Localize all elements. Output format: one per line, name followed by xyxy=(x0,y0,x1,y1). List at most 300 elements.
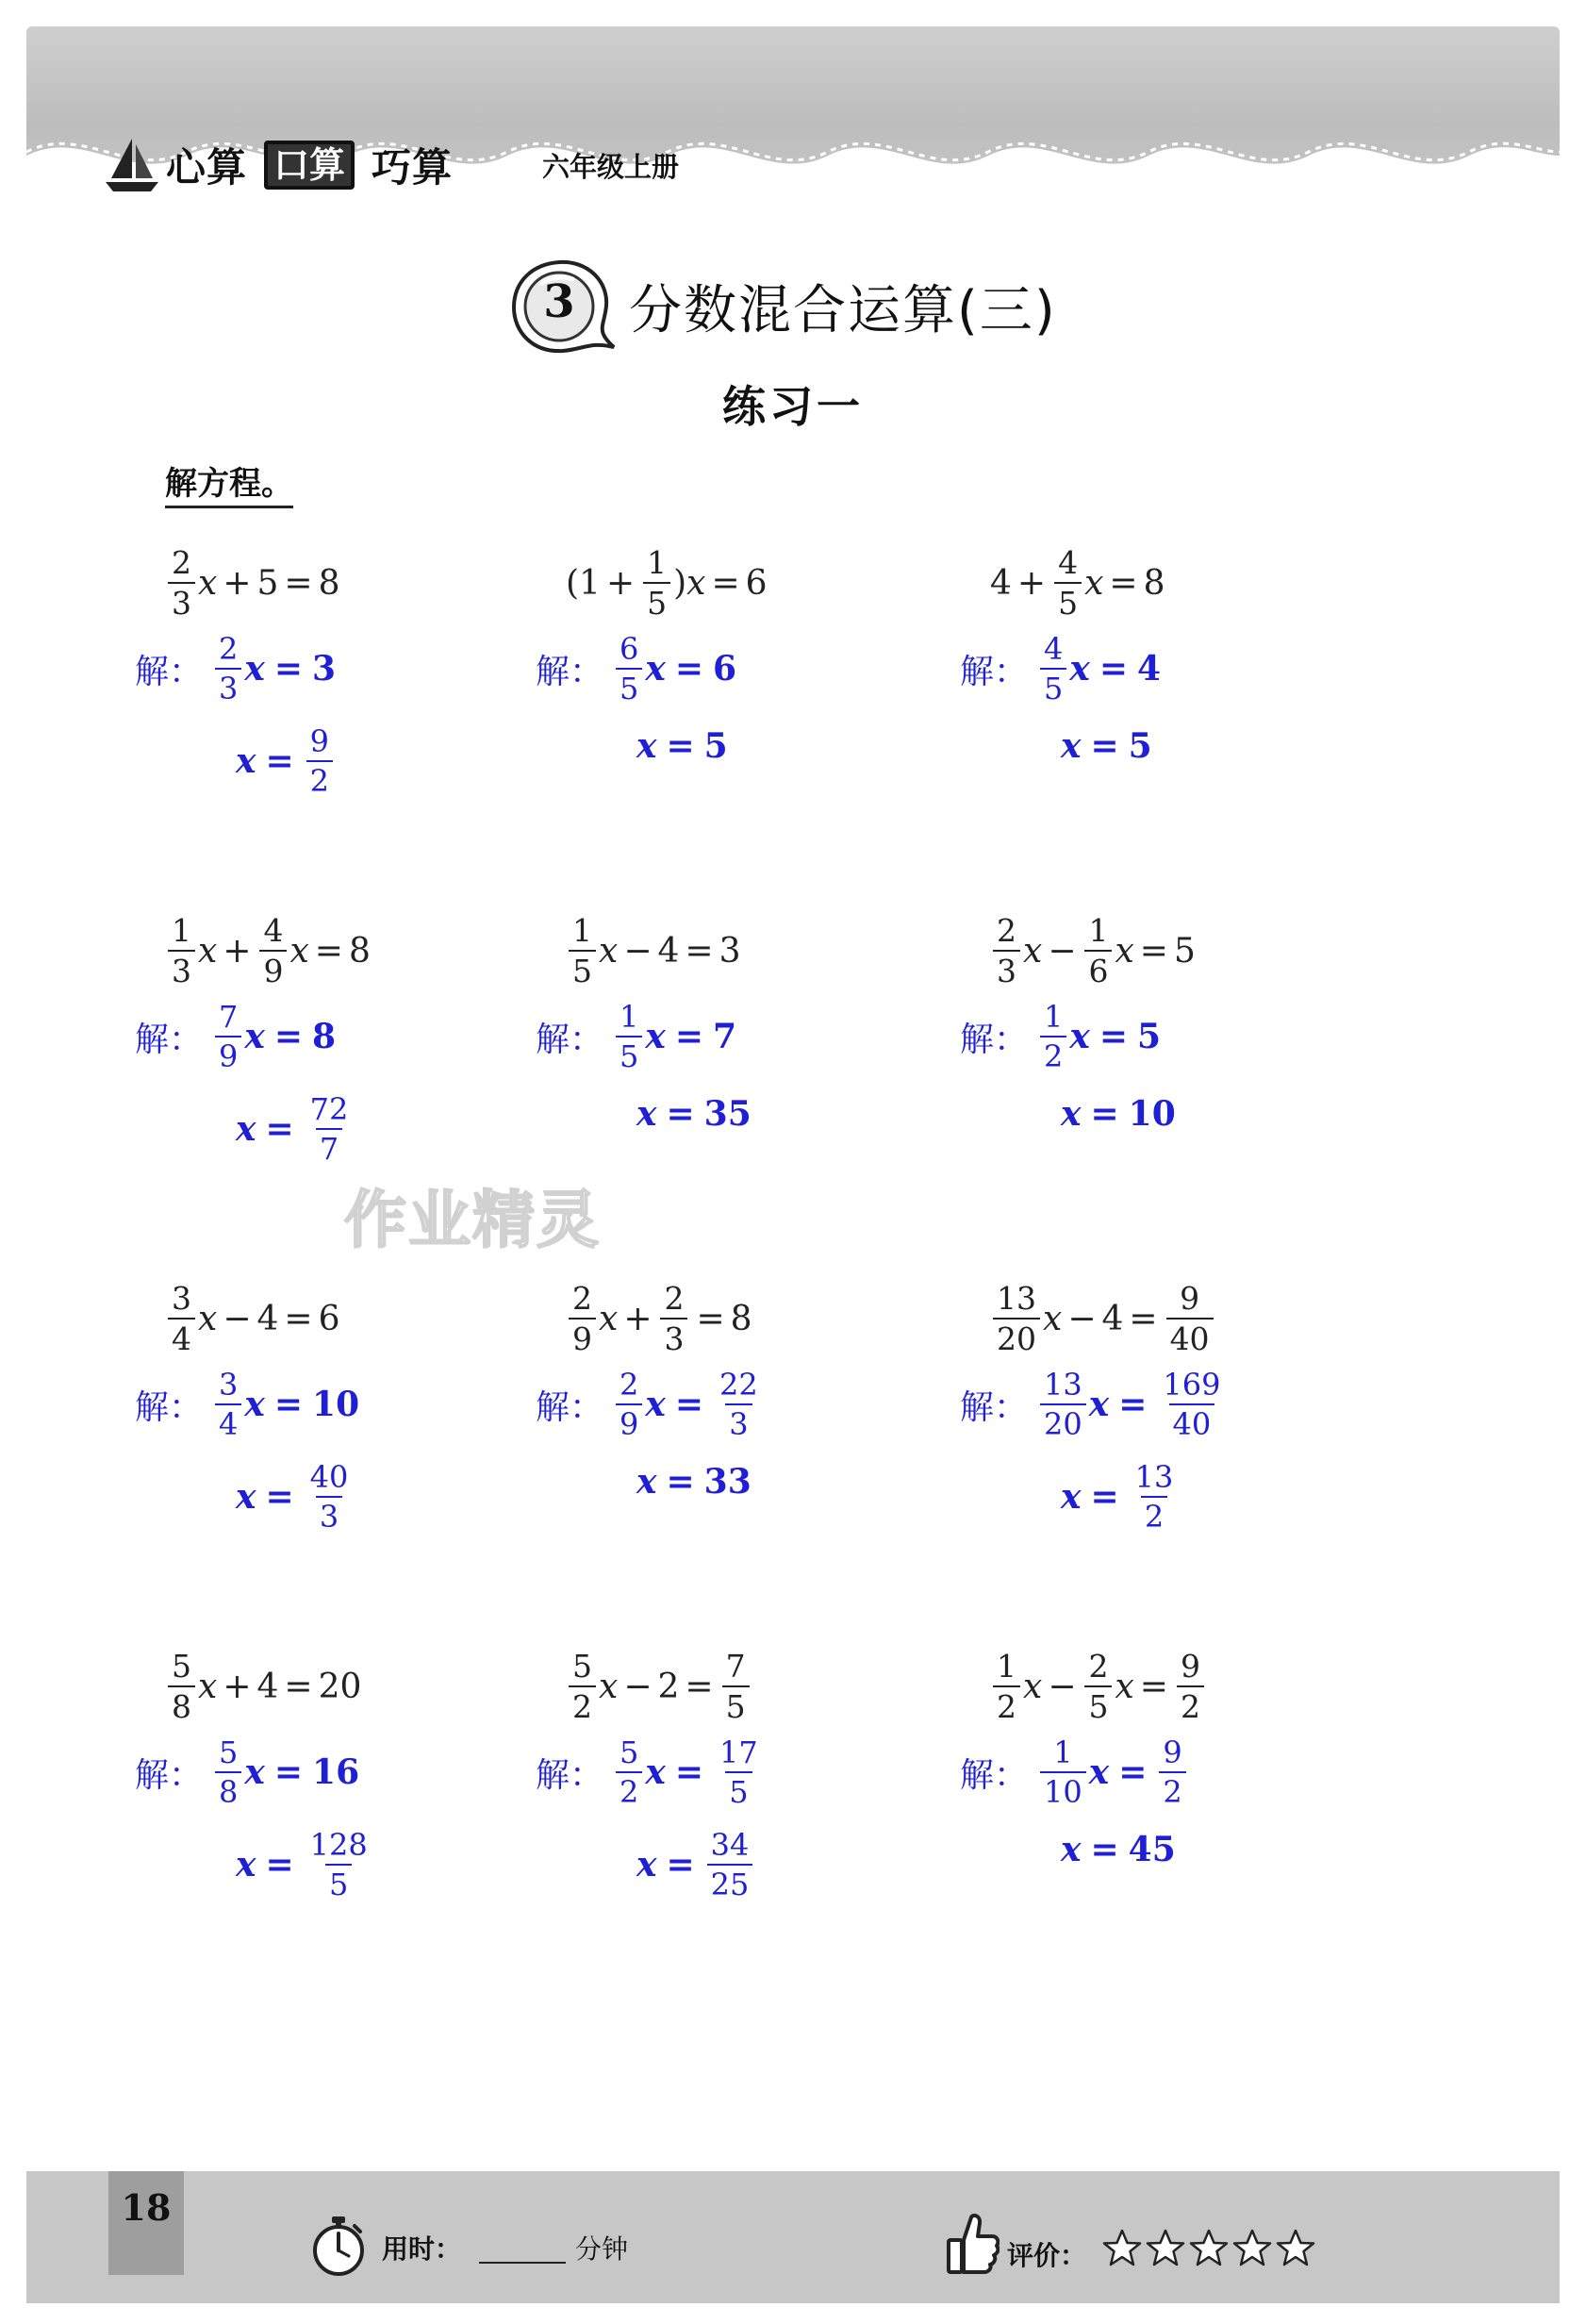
operator: = xyxy=(284,1299,313,1338)
denominator: 8 xyxy=(215,1771,241,1807)
number: 4 xyxy=(256,1667,279,1706)
denominator: 8 xyxy=(168,1685,195,1722)
variable: x xyxy=(1069,649,1090,689)
numerator: 7 xyxy=(725,1648,746,1685)
equation xyxy=(165,544,340,622)
variable: x xyxy=(198,931,218,971)
variable: x xyxy=(236,1109,256,1149)
solution-step-1 xyxy=(135,1367,360,1442)
solution-step-2 xyxy=(236,1091,355,1167)
operator: = xyxy=(1090,726,1119,766)
operator: = xyxy=(1129,1299,1158,1338)
denominator: 40 xyxy=(1166,1318,1214,1354)
fraction xyxy=(569,1648,596,1725)
number: 5 xyxy=(703,726,728,766)
operator: − xyxy=(223,1299,252,1338)
numerator: 9 xyxy=(309,723,329,759)
operator: = xyxy=(1090,1830,1119,1869)
solution-step-1 xyxy=(135,1735,360,1810)
fraction xyxy=(993,912,1020,989)
solution-step-1 xyxy=(135,999,337,1074)
fraction xyxy=(215,631,241,706)
fraction xyxy=(1159,1735,1185,1810)
variable: x xyxy=(198,563,218,603)
number: 5 xyxy=(1173,931,1196,971)
numerator: 1 xyxy=(1088,912,1109,949)
number: 6 xyxy=(713,649,737,689)
numerator: 5 xyxy=(620,1735,639,1770)
solution-prefix: 解： xyxy=(135,1755,204,1795)
operator: + xyxy=(623,1299,653,1338)
operator: = xyxy=(314,931,343,971)
number: 4 xyxy=(990,563,1012,603)
variable: x xyxy=(1043,1299,1063,1338)
number: 8 xyxy=(318,563,340,603)
solution-step-2 xyxy=(636,1827,755,1902)
fraction xyxy=(306,1459,353,1535)
fraction xyxy=(1159,1367,1224,1442)
numerator: 72 xyxy=(309,1091,349,1127)
operator: = xyxy=(696,1299,725,1338)
numerator: 2 xyxy=(219,631,239,667)
variable: x xyxy=(636,1094,657,1134)
operator: + xyxy=(223,931,252,971)
denominator: 25 xyxy=(707,1864,753,1900)
numerator: 13 xyxy=(997,1280,1036,1317)
numerator: 40 xyxy=(309,1459,349,1495)
solution-step-1 xyxy=(960,1735,1189,1810)
number: ) xyxy=(673,563,687,603)
variable: x xyxy=(599,1299,619,1338)
denominator: 3 xyxy=(215,668,241,704)
fraction xyxy=(722,1648,750,1725)
denominator: 2 xyxy=(1159,1771,1185,1807)
denominator: 20 xyxy=(1040,1403,1086,1439)
variable: x xyxy=(645,1017,666,1056)
solution-prefix: 解： xyxy=(960,1755,1029,1795)
equation xyxy=(990,544,1165,622)
fraction xyxy=(569,1280,596,1357)
number: 5 xyxy=(256,563,279,603)
solution-prefix: 解： xyxy=(135,1387,204,1427)
fraction xyxy=(660,1280,687,1357)
number: 4 xyxy=(1101,1299,1124,1338)
equation xyxy=(566,912,741,989)
problem-1 xyxy=(135,544,552,887)
variable: x xyxy=(198,1667,218,1706)
variable: x xyxy=(1023,931,1043,971)
denominator: 5 xyxy=(643,582,670,619)
fraction xyxy=(1040,631,1066,706)
solution-step-1 xyxy=(135,631,337,706)
problem-3 xyxy=(960,544,1377,887)
fraction xyxy=(215,999,241,1074)
problem-2 xyxy=(536,544,952,887)
lesson-number: 3 xyxy=(543,275,575,328)
denominator: 5 xyxy=(1084,1685,1112,1722)
fraction xyxy=(1040,999,1066,1074)
star-icon[interactable] xyxy=(1188,2228,1230,2269)
solution-prefix: 解： xyxy=(135,1020,204,1059)
equation xyxy=(990,912,1196,989)
equation xyxy=(566,544,768,622)
problem-5 xyxy=(536,912,952,1254)
number: 10 xyxy=(1128,1094,1176,1134)
solution-step-2 xyxy=(236,723,336,799)
variable: x xyxy=(636,1462,657,1502)
brand-text-2: 口算 xyxy=(264,141,355,190)
time-unit: 分钟 xyxy=(575,2233,629,2265)
denominator: 2 xyxy=(616,1771,642,1807)
operator: − xyxy=(623,1667,653,1706)
numerator: 5 xyxy=(172,1648,191,1685)
problem-6 xyxy=(960,912,1377,1254)
denominator: 3 xyxy=(725,1403,752,1439)
operator: = xyxy=(1118,1752,1148,1792)
lesson-number-badge xyxy=(504,255,618,358)
denominator: 2 xyxy=(1141,1496,1167,1532)
solution-step-2 xyxy=(1061,1094,1176,1134)
problem-9 xyxy=(960,1280,1377,1622)
operator: = xyxy=(666,726,695,766)
thumbs-up-icon xyxy=(945,2212,1000,2278)
variable: x xyxy=(599,931,619,971)
operator: = xyxy=(1090,1477,1119,1517)
equation xyxy=(990,1280,1216,1357)
denominator: 9 xyxy=(616,1403,642,1439)
rating-stars[interactable] xyxy=(1101,2228,1318,2269)
number: 5 xyxy=(1137,1017,1162,1056)
operator: = xyxy=(273,1752,304,1792)
numerator: 2 xyxy=(172,544,191,581)
fraction xyxy=(306,1091,353,1167)
solution-prefix: 解： xyxy=(135,652,204,691)
number: 8 xyxy=(312,1017,337,1056)
number: 4 xyxy=(1137,649,1162,689)
fraction xyxy=(569,912,596,989)
numerator: 9 xyxy=(1163,1735,1182,1770)
variable: x xyxy=(645,1752,666,1792)
operator: = xyxy=(666,1845,695,1884)
solution-step-2 xyxy=(236,1459,355,1535)
operator: + xyxy=(605,563,636,603)
brand-logo xyxy=(104,132,453,198)
numerator: 4 xyxy=(1058,544,1079,581)
solution-prefix: 解： xyxy=(960,652,1029,691)
operator: − xyxy=(1067,1299,1097,1338)
fraction xyxy=(215,1367,241,1442)
footer-band xyxy=(26,2171,1560,2303)
problem-8 xyxy=(536,1280,952,1622)
fraction xyxy=(643,544,670,622)
variable: x xyxy=(686,563,706,603)
equation xyxy=(165,1280,340,1357)
equation xyxy=(566,1280,752,1357)
operator: − xyxy=(623,931,653,971)
denominator: 4 xyxy=(215,1403,241,1439)
denominator: 3 xyxy=(168,950,195,987)
equation xyxy=(165,912,371,989)
operator: = xyxy=(273,649,304,689)
denominator: 5 xyxy=(569,950,596,987)
numerator: 5 xyxy=(219,1735,239,1770)
denominator: 2 xyxy=(569,1685,596,1722)
fraction xyxy=(1166,1280,1214,1357)
numerator: 17 xyxy=(719,1735,758,1770)
denominator: 3 xyxy=(168,582,195,619)
variable: x xyxy=(1088,1385,1110,1424)
operator: = xyxy=(273,1017,304,1056)
fraction xyxy=(716,1367,762,1442)
operator: = xyxy=(1118,1385,1148,1424)
numerator: 1 xyxy=(620,999,639,1035)
fraction xyxy=(993,1280,1040,1357)
solution-step-1 xyxy=(960,999,1162,1074)
denominator: 2 xyxy=(1040,1036,1066,1071)
denominator: 9 xyxy=(569,1318,596,1354)
number: 20 xyxy=(318,1667,362,1706)
solution-step-1 xyxy=(536,631,737,706)
solution-prefix: 解： xyxy=(536,1387,604,1427)
variable: x xyxy=(236,741,256,781)
variable: x xyxy=(1061,726,1082,766)
operator: = xyxy=(1109,563,1138,603)
operator: = xyxy=(674,649,704,689)
numerator: 2 xyxy=(664,1280,685,1317)
variable: x xyxy=(244,649,265,689)
operator: = xyxy=(265,1477,294,1517)
numerator: 6 xyxy=(620,631,639,667)
variable: x xyxy=(1061,1477,1082,1517)
solution-step-1 xyxy=(960,1367,1227,1442)
variable: x xyxy=(236,1845,256,1884)
equation xyxy=(990,1648,1207,1725)
denominator: 9 xyxy=(215,1036,241,1071)
numerator: 1 xyxy=(1053,1735,1073,1770)
numerator: 2 xyxy=(620,1367,639,1403)
denominator: 3 xyxy=(316,1496,342,1532)
operator: = xyxy=(265,1845,294,1884)
star-icon[interactable] xyxy=(1231,2228,1273,2269)
numerator: 7 xyxy=(219,999,239,1035)
solution-step-1 xyxy=(536,1735,765,1810)
variable: x xyxy=(599,1667,619,1706)
denominator: 5 xyxy=(1040,668,1066,704)
fraction xyxy=(1040,1367,1086,1442)
problem-4 xyxy=(135,912,552,1254)
fraction xyxy=(1084,1648,1112,1725)
operator: = xyxy=(1099,649,1129,689)
operator: = xyxy=(711,563,740,603)
fraction xyxy=(168,1648,195,1725)
equation xyxy=(566,1648,752,1725)
problem-11 xyxy=(536,1648,952,1990)
solution-step-2 xyxy=(636,726,728,766)
page-number: 18 xyxy=(121,2186,172,2229)
problem-7 xyxy=(135,1280,552,1622)
solution-step-2 xyxy=(236,1827,374,1902)
denominator: 6 xyxy=(1084,950,1112,987)
variable: x xyxy=(1061,1830,1082,1869)
number: 35 xyxy=(703,1094,752,1134)
denominator: 20 xyxy=(993,1318,1040,1354)
operator: = xyxy=(1139,931,1168,971)
variable: x xyxy=(244,1752,265,1792)
fraction xyxy=(1040,1735,1086,1810)
number: 5 xyxy=(1128,726,1152,766)
equation xyxy=(165,1648,362,1725)
number: 8 xyxy=(348,931,371,971)
number: 6 xyxy=(318,1299,340,1338)
solution-step-2 xyxy=(1061,726,1152,766)
stopwatch-icon xyxy=(309,2215,368,2277)
numerator: 1 xyxy=(997,1648,1016,1685)
denominator: 3 xyxy=(660,1318,687,1354)
watermark: 作业精灵 xyxy=(344,1184,601,1256)
operator: = xyxy=(685,931,714,971)
denominator: 10 xyxy=(1040,1771,1086,1807)
denominator: 7 xyxy=(316,1128,342,1164)
solution-prefix: 解： xyxy=(536,652,604,691)
operator: = xyxy=(284,1667,313,1706)
time-label: 用时： xyxy=(382,2233,462,2265)
rating-label: 评价： xyxy=(1007,2240,1087,2271)
solution-prefix: 解： xyxy=(960,1387,1029,1427)
fraction xyxy=(168,1280,195,1357)
operator: = xyxy=(674,1385,704,1424)
solution-prefix: 解： xyxy=(536,1755,604,1795)
numerator: 3 xyxy=(219,1367,239,1403)
fraction xyxy=(306,723,333,799)
fraction xyxy=(1177,1648,1204,1725)
numerator: 4 xyxy=(1044,631,1064,667)
number: 4 xyxy=(657,931,680,971)
solution-prefix: 解： xyxy=(536,1020,604,1059)
number: 6 xyxy=(745,563,768,603)
variable: x xyxy=(244,1017,265,1056)
instruction-text: 解方程。 xyxy=(165,457,293,508)
numerator: 34 xyxy=(710,1827,750,1863)
star-icon[interactable] xyxy=(1145,2228,1186,2269)
fraction xyxy=(1084,912,1112,989)
solution-step-1 xyxy=(960,631,1162,706)
operator: = xyxy=(674,1752,704,1792)
numerator: 9 xyxy=(1180,1648,1200,1685)
operator: = xyxy=(265,1109,294,1149)
lesson-title: 分数混合运算(三) xyxy=(629,280,1057,341)
numerator: 1 xyxy=(572,912,592,949)
time-blank-line[interactable] xyxy=(479,2262,566,2264)
operator: = xyxy=(1139,1667,1168,1706)
fraction xyxy=(215,1735,241,1810)
operator: + xyxy=(223,563,252,603)
number: 10 xyxy=(312,1385,360,1424)
solution-step-1 xyxy=(536,999,737,1074)
denominator: 5 xyxy=(616,668,642,704)
numerator: 4 xyxy=(263,912,284,949)
fraction xyxy=(616,999,642,1074)
variable: x xyxy=(1069,1017,1090,1056)
variable: x xyxy=(236,1477,256,1517)
number: 8 xyxy=(1143,563,1165,603)
solution-step-2 xyxy=(1061,1459,1180,1535)
denominator: 4 xyxy=(168,1318,195,1354)
fraction xyxy=(616,1735,642,1810)
numerator: 1 xyxy=(172,912,191,949)
fraction xyxy=(168,544,195,622)
number: 8 xyxy=(730,1299,752,1338)
denominator: 2 xyxy=(1177,1685,1204,1722)
numerator: 1 xyxy=(647,544,668,581)
problem-12 xyxy=(960,1648,1377,1990)
operator: = xyxy=(1099,1017,1129,1056)
operator: = xyxy=(284,563,313,603)
denominator: 5 xyxy=(722,1685,750,1722)
numerator: 5 xyxy=(572,1648,592,1685)
operator: = xyxy=(1090,1094,1119,1134)
denominator: 2 xyxy=(993,1685,1020,1722)
variable: x xyxy=(645,649,666,689)
operator: = xyxy=(273,1385,304,1424)
denominator: 5 xyxy=(1054,582,1082,619)
variable: x xyxy=(645,1385,666,1424)
number: 2 xyxy=(657,1667,680,1706)
operator: = xyxy=(685,1667,714,1706)
variable: x xyxy=(1084,563,1104,603)
numerator: 2 xyxy=(1088,1648,1109,1685)
fraction xyxy=(616,631,642,706)
number: 33 xyxy=(703,1462,752,1502)
denominator: 5 xyxy=(325,1864,352,1900)
denominator: 9 xyxy=(259,950,287,987)
lesson-title-block xyxy=(504,255,1057,358)
fraction xyxy=(1132,1459,1178,1535)
grade-label: 六年级上册 xyxy=(542,151,680,183)
numerator: 2 xyxy=(572,1280,592,1317)
star-icon[interactable] xyxy=(1275,2228,1316,2269)
operator: = xyxy=(265,741,294,781)
number: 7 xyxy=(713,1017,737,1056)
number: 16 xyxy=(312,1752,360,1792)
numerator: 1 xyxy=(1044,999,1064,1035)
denominator: 40 xyxy=(1169,1403,1215,1439)
variable: x xyxy=(1023,1667,1043,1706)
fraction xyxy=(259,912,287,989)
number: 4 xyxy=(256,1299,279,1338)
solution-step-1 xyxy=(536,1367,765,1442)
number: 45 xyxy=(1128,1830,1176,1869)
solution-step-2 xyxy=(636,1462,752,1502)
operator: = xyxy=(666,1094,695,1134)
star-icon[interactable] xyxy=(1101,2228,1143,2269)
fraction xyxy=(1054,544,1082,622)
variable: x xyxy=(636,726,657,766)
variable: x xyxy=(1115,931,1134,971)
solution-prefix: 解： xyxy=(960,1020,1029,1059)
numerator: 169 xyxy=(1163,1367,1221,1403)
denominator: 3 xyxy=(993,950,1020,987)
denominator: 5 xyxy=(725,1771,752,1807)
number: 3 xyxy=(312,649,337,689)
variable: x xyxy=(1115,1667,1134,1706)
operator: + xyxy=(223,1667,252,1706)
variable: x xyxy=(1088,1752,1110,1792)
number: 3 xyxy=(719,931,741,971)
numerator: 13 xyxy=(1044,1367,1082,1403)
denominator: 2 xyxy=(306,760,333,796)
solution-step-2 xyxy=(1061,1830,1176,1869)
brand-text-3: 巧算 xyxy=(372,144,454,191)
